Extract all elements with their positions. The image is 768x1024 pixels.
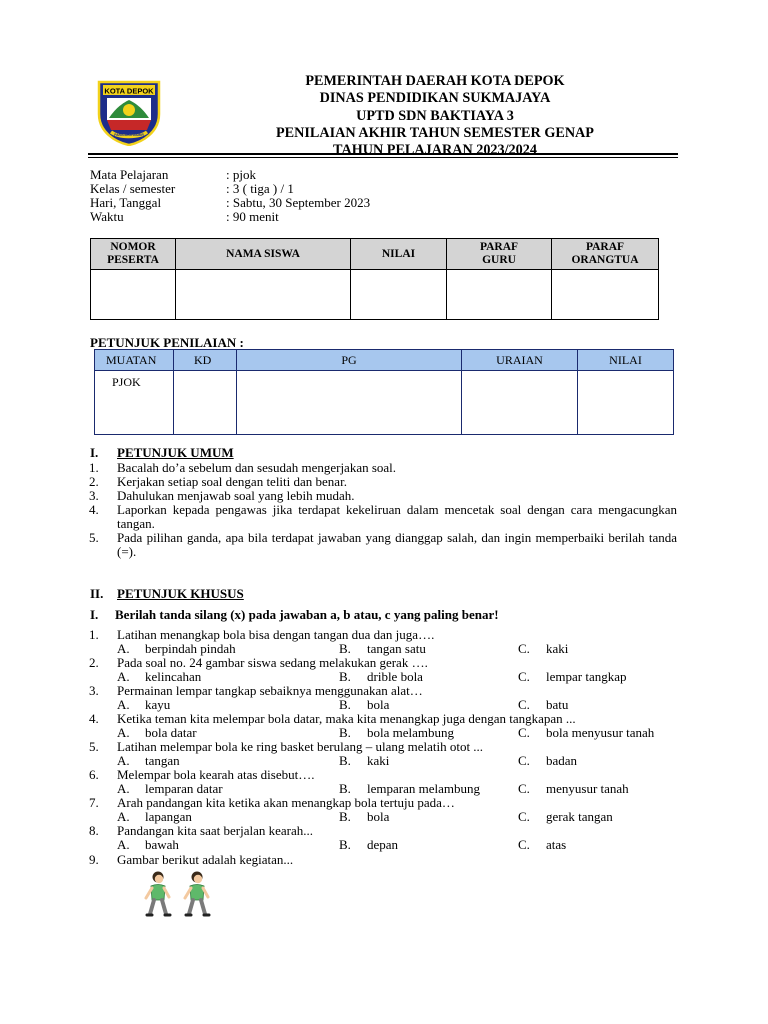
option-text: batu — [546, 697, 569, 712]
question-text: Gambar berikut adalah kegiatan... — [117, 852, 294, 867]
header-line-4: PENILAIAN AKHIR TAHUN SEMESTER GENAP — [276, 124, 594, 141]
header-paraf-orangtua — [552, 239, 659, 270]
children-walking-illustration — [118, 868, 238, 922]
list-number: 1. — [89, 460, 99, 475]
svg-text:PARICARA DAMIR: PARICARA DAMIR — [114, 133, 144, 137]
info-label: Hari, Tanggal — [90, 195, 162, 210]
option-letter: A. — [117, 809, 130, 824]
cell-paraf-guru[interactable] — [447, 270, 552, 320]
header-kd: KD — [174, 350, 237, 371]
question-item — [89, 796, 679, 824]
option-text: kayu — [145, 697, 171, 712]
cell-kd[interactable] — [174, 371, 237, 435]
question-text: Pada soal no. 24 gambar siswa sedang melakukan gerak …. — [117, 655, 428, 670]
list-item — [89, 503, 677, 531]
list-number: 5. — [89, 530, 99, 545]
question-item — [89, 768, 679, 796]
option-letter: A. — [117, 697, 130, 712]
option-text: kaki — [367, 753, 390, 768]
cell-nilai[interactable] — [351, 270, 447, 320]
info-row — [90, 182, 490, 196]
list-text: Pada pilihan ganda, apa bila terdapat jawaban yang dianggap salah, dan ingin memperbaiki berilah tanda (=). — [117, 530, 677, 559]
question-item — [89, 628, 679, 656]
option-text: bola melambung — [367, 725, 455, 740]
option-text: menyusur tanah — [546, 781, 629, 796]
info-row — [90, 196, 490, 210]
list-item — [89, 461, 677, 475]
info-value: : Sabtu, 30 September 2023 — [226, 195, 371, 210]
header-text: PARAF — [479, 241, 519, 253]
assessment-table-header — [95, 350, 674, 371]
section-title: PETUNJUK KHUSUS — [117, 586, 244, 601]
list-text: Laporkan kepada pengawas jika terdapat kekeliruan dalam mencetak soal dengan cara mengacungkan tangan. — [117, 502, 677, 531]
option-letter: C. — [518, 697, 530, 712]
header-pg: PG — [237, 350, 462, 371]
score-table-header — [91, 239, 659, 270]
header-line-2: DINAS PENDIDIKAN SUKMAJAYA — [319, 90, 551, 107]
option-text: lemparan melambung — [367, 781, 480, 796]
instruction-number: I. — [90, 607, 99, 622]
option-letter: C. — [518, 837, 530, 852]
header-text: PARAF — [585, 241, 625, 253]
question-number: 6. — [89, 767, 99, 782]
option-text: lapangan — [145, 809, 192, 824]
option-text: tangan — [145, 753, 180, 768]
question-number: 9. — [89, 852, 99, 867]
option-text: gerak tangan — [546, 809, 613, 824]
cell-pg[interactable] — [237, 371, 462, 435]
question-item — [89, 656, 679, 684]
option-letter: C. — [518, 725, 530, 740]
option-text: kaki — [546, 641, 569, 656]
option-letter: B. — [339, 641, 351, 656]
option-letter: C. — [518, 669, 530, 684]
option-letter: C. — [518, 781, 530, 796]
petunjuk-umum-list — [89, 461, 677, 559]
section-number: II. — [90, 586, 104, 601]
list-item — [89, 489, 677, 503]
question-item — [89, 740, 679, 768]
header-text: NOMOR — [110, 241, 156, 253]
option-text: bola menyusur tanah — [546, 725, 655, 740]
option-letter: B. — [339, 781, 351, 796]
option-text: tangan satu — [367, 641, 426, 656]
section-title: PETUNJUK UMUM — [117, 445, 234, 460]
option-text: bola — [367, 809, 390, 824]
header-muatan: MUATAN — [95, 350, 174, 371]
option-letter: A. — [117, 669, 130, 684]
option-text: bawah — [145, 837, 179, 852]
letterhead — [200, 73, 670, 159]
info-row — [90, 168, 490, 182]
list-number: 4. — [89, 502, 99, 517]
question-text: Arah pandangan kita ketika akan menangkap bola tertuju pada… — [117, 795, 455, 810]
question-number: 5. — [89, 739, 99, 754]
question-number: 3. — [89, 683, 99, 698]
header-paraf-guru — [447, 239, 552, 270]
info-label: Waktu — [90, 209, 124, 224]
cell-paraf-orangtua[interactable] — [552, 270, 659, 320]
header-nilai: NILAI — [351, 239, 447, 270]
option-text: depan — [367, 837, 399, 852]
cell-nilai-assessment[interactable] — [578, 371, 674, 435]
question-text: Pandangan kita saat berjalan kearah... — [117, 823, 313, 838]
kota-depok-logo — [97, 80, 161, 146]
header-uraian: URAIAN — [462, 350, 578, 371]
assessment-table — [94, 349, 674, 435]
cell-nomor-peserta[interactable] — [91, 270, 176, 320]
header-line-5: TAHUN PELAJARAN 2023/2024 — [333, 142, 537, 159]
cell-nama-siswa[interactable] — [176, 270, 351, 320]
score-table-row — [91, 270, 659, 320]
list-text: Dahulukan menjawab soal yang lebih mudah. — [117, 488, 355, 503]
question-text: Ketika teman kita melempar bola datar, maka kita menangkap juga dengan tangkapan ... — [117, 711, 576, 726]
option-letter: B. — [339, 725, 351, 740]
question-number: 4. — [89, 711, 99, 726]
list-item — [89, 531, 677, 559]
list-item — [89, 475, 677, 489]
info-row — [90, 210, 490, 224]
option-text: kelincahan — [145, 669, 202, 684]
list-text: Kerjakan setiap soal dengan teliti dan benar. — [117, 474, 347, 489]
option-letter: A. — [117, 641, 130, 656]
info-label: Kelas / semester — [90, 181, 176, 196]
list-number: 2. — [89, 474, 99, 489]
option-text: badan — [546, 753, 578, 768]
option-letter: C. — [518, 809, 530, 824]
option-text: berpindah pindah — [145, 641, 236, 656]
child-figure — [146, 872, 170, 916]
option-text: lempar tangkap — [546, 669, 627, 684]
option-letter: C. — [518, 753, 530, 768]
question-item — [89, 684, 679, 712]
option-letter: A. — [117, 781, 130, 796]
question-list — [89, 628, 679, 852]
svg-text:KOTA DEPOK: KOTA DEPOK — [104, 86, 154, 96]
list-number: 3. — [89, 488, 99, 503]
info-value: : pjok — [226, 167, 256, 182]
header-text: ORANGTUA — [571, 254, 639, 266]
option-letter: B. — [339, 753, 351, 768]
question-text: Melempar bola kearah atas disebut…. — [117, 767, 315, 782]
header-line-3: UPTD SDN BAKTIAYA 3 — [356, 107, 514, 124]
header-text: GURU — [482, 254, 516, 266]
info-value: : 90 menit — [226, 209, 279, 224]
option-letter: C. — [518, 641, 530, 656]
section-number: I. — [90, 445, 99, 460]
list-text: Bacalah do’a sebelum dan sesudah mengerjakan soal. — [117, 460, 397, 475]
option-text: bola datar — [145, 725, 197, 740]
option-text: drible bola — [367, 669, 423, 684]
option-letter: B. — [339, 697, 351, 712]
petunjuk-penilaian-heading: PETUNJUK PENILAIAN : — [90, 335, 244, 350]
header-nomor-peserta — [91, 239, 176, 270]
header-line-1: PEMERINTAH DAERAH KOTA DEPOK — [305, 73, 565, 89]
question-number: 7. — [89, 795, 99, 810]
header-rule-thick — [88, 153, 678, 155]
instruction-text: Berilah tanda silang (x) pada jawaban a, b atau, c yang paling benar! — [115, 607, 499, 622]
option-text: atas — [546, 837, 567, 852]
question-number: 8. — [89, 823, 99, 838]
question-text: Permainan lempar tangkap sebaiknya menggunakan alat… — [117, 683, 423, 698]
header-rule-thin — [88, 157, 678, 158]
option-letter: B. — [339, 809, 351, 824]
option-letter: A. — [117, 753, 130, 768]
option-letter: A. — [117, 725, 130, 740]
option-letter: B. — [339, 669, 351, 684]
question-text: Latihan melempar bola ke ring basket berulang – ulang melatih otot ... — [117, 739, 484, 754]
student-score-table — [90, 238, 659, 320]
option-text: lemparan datar — [145, 781, 223, 796]
option-letter: A. — [117, 837, 130, 852]
header-text: PESERTA — [107, 254, 159, 266]
option-text: bola — [367, 697, 390, 712]
header-nilai-assessment: NILAI — [578, 350, 674, 371]
question-number: 2. — [89, 655, 99, 670]
question-item — [89, 712, 679, 740]
child-figure — [185, 872, 209, 916]
cell-uraian[interactable] — [462, 371, 578, 435]
cell-muatan: PJOK — [95, 371, 174, 435]
option-letter: B. — [339, 837, 351, 852]
question-number: 1. — [89, 627, 99, 642]
assessment-table-row — [95, 371, 674, 435]
header-nama-siswa: NAMA SISWA — [176, 239, 351, 270]
info-label: Mata Pelajaran — [90, 167, 169, 182]
question-text: Latihan menangkap bola bisa dengan tangan dua dan juga…. — [117, 627, 435, 642]
exam-info — [90, 168, 490, 224]
info-value: : 3 ( tiga ) / 1 — [226, 181, 294, 196]
question-item — [89, 824, 679, 852]
